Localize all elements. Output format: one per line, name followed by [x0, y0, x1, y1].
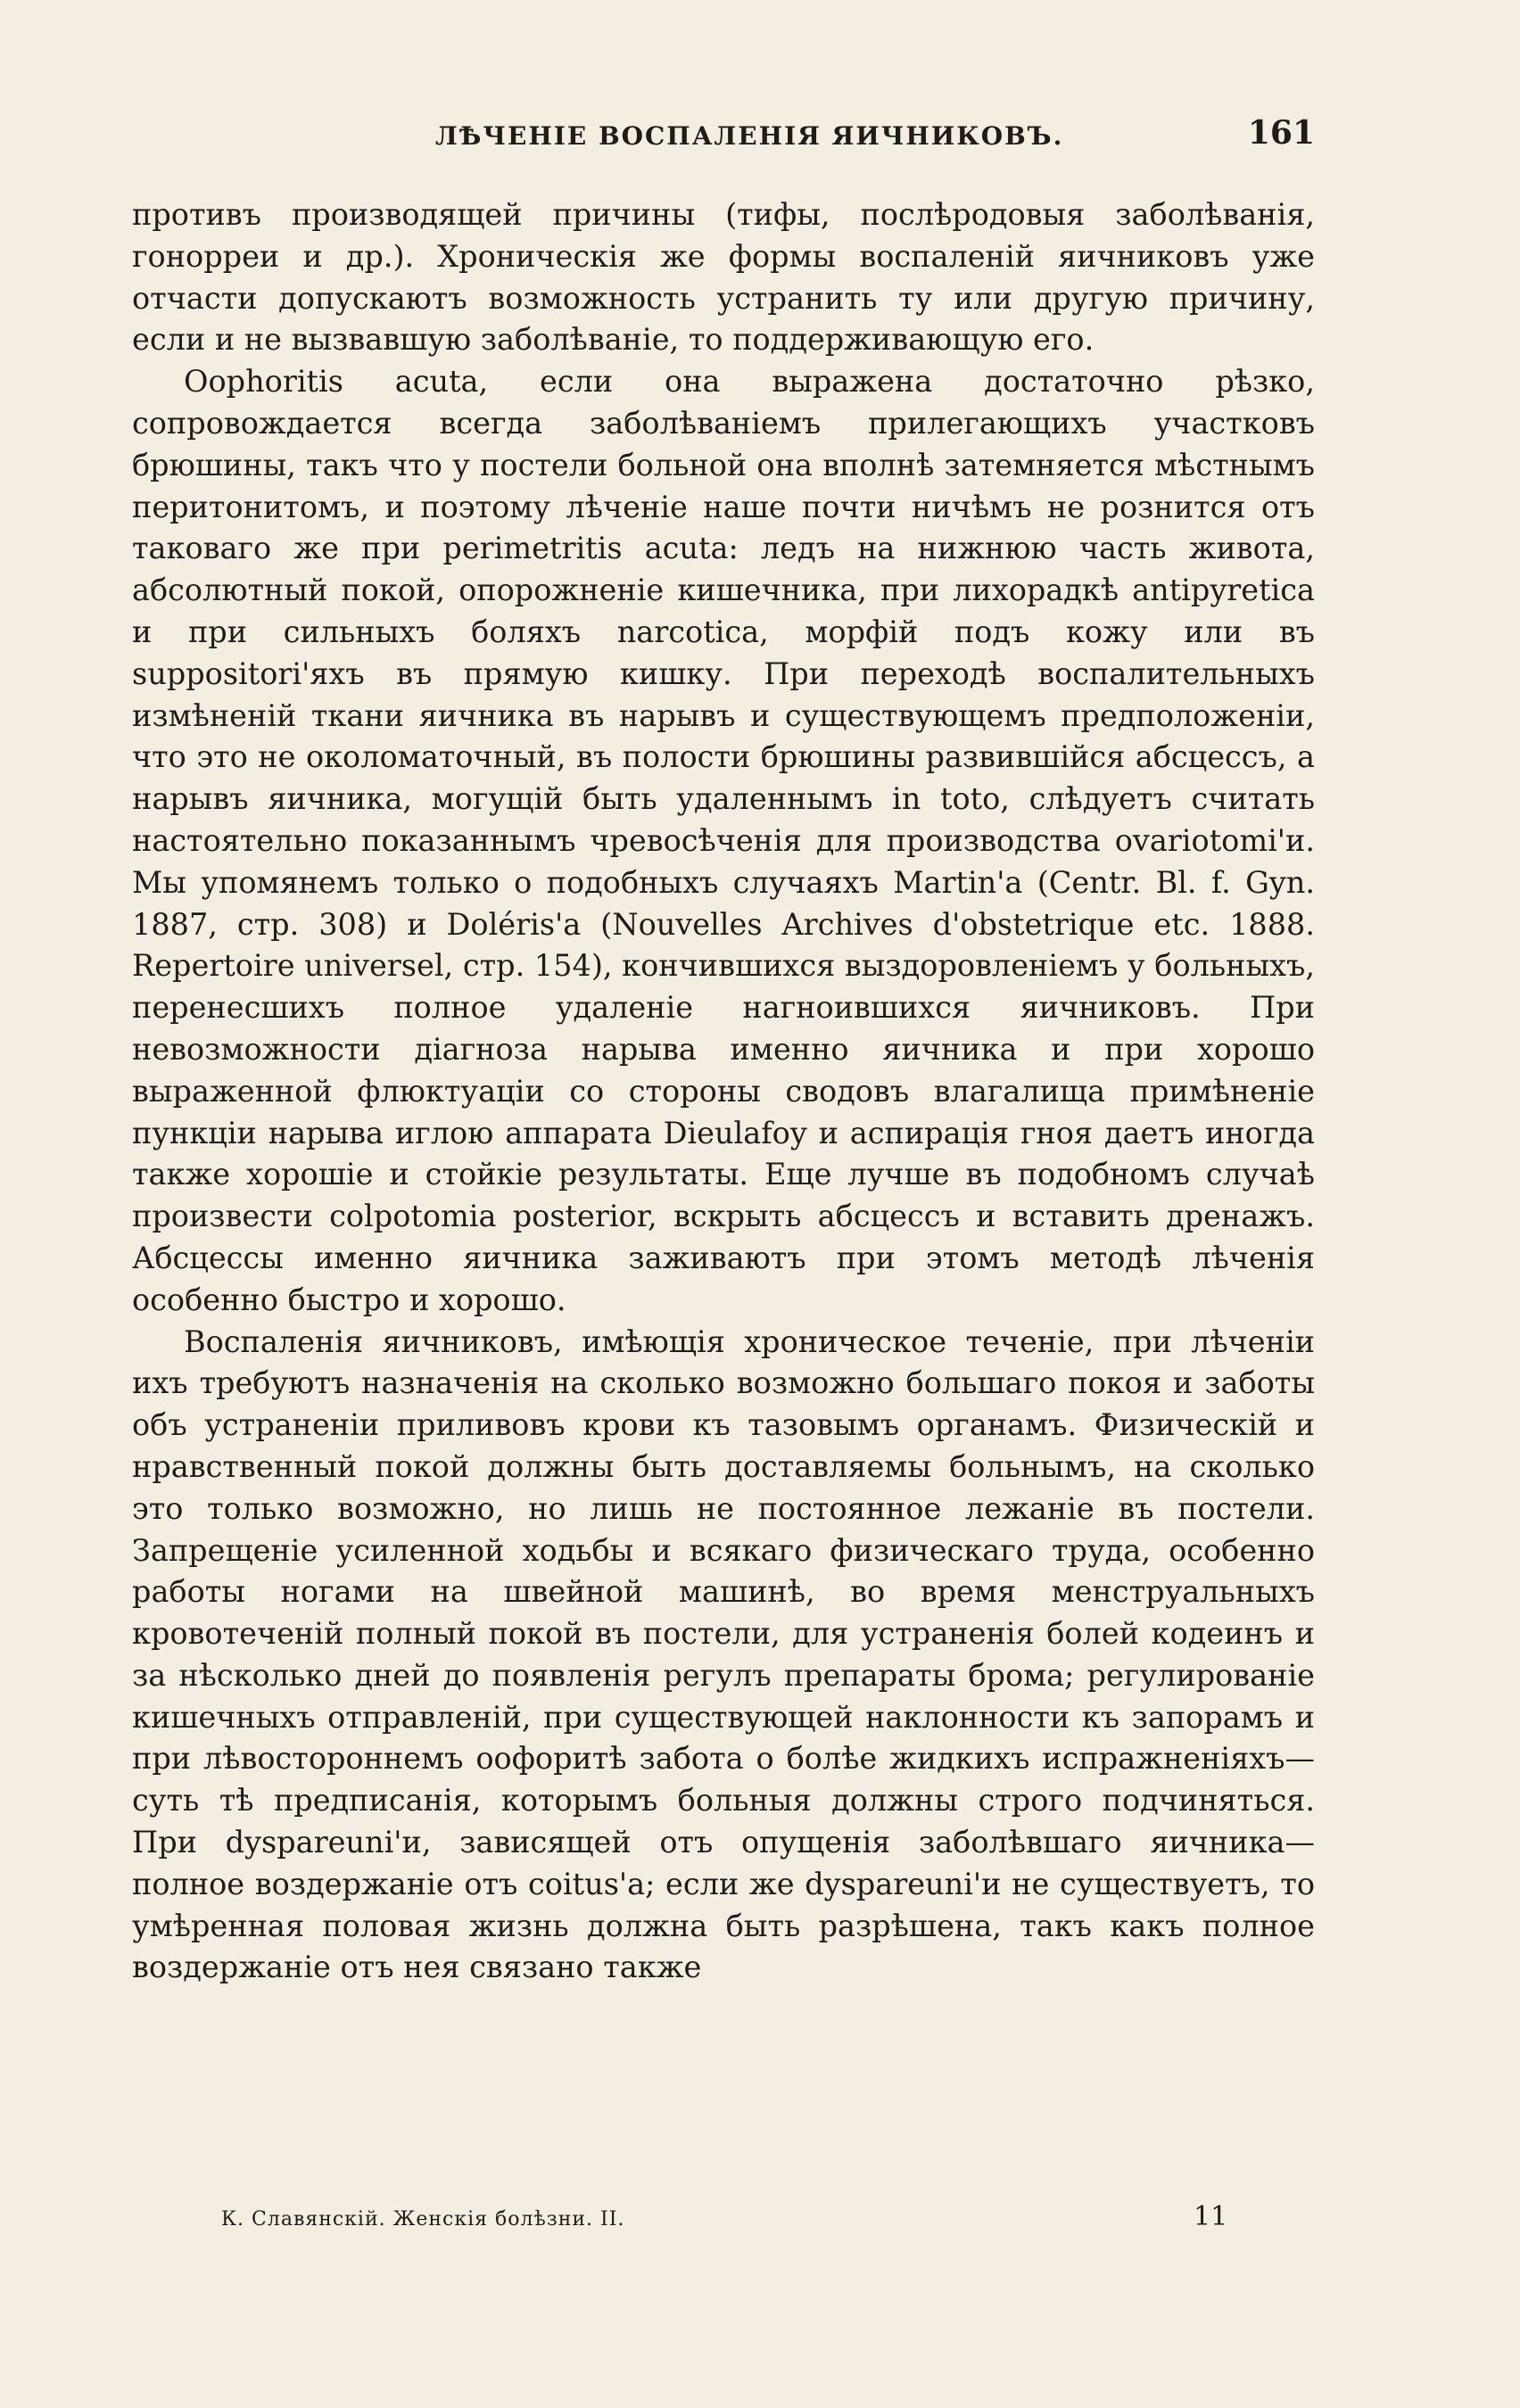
running-title: ЛѢЧЕНІЕ ВОСПАЛЕНІЯ ЯИЧНИКОВЪ.	[435, 121, 1064, 151]
page-number: 161	[1247, 114, 1315, 152]
page-footer	[132, 2201, 1315, 2237]
paragraph-3: Воспаленія яичниковъ, имѣющія хроническое теченіе, при лѣченіи ихъ требуютъ назначенія на сколько возможно большаго покоя и заботы объ устраненіи приливовъ крови къ тазовымъ органамъ. Физическій и нравственный покой должны быть доставляемы больнымъ, на сколько это только возможно, но лишь не постоянное лежаніе въ постели. Запрещеніе усиленной ходьбы и всякаго физическаго труда, особенно работы ногами на швейной машинѣ, во время менструальныхъ кровотеченій полный покой въ постели, для устраненія болей кодеинъ и за нѣсколько дней до появленія регулъ препараты брома; регулированіе кишечныхъ отправленій, при существующей наклонности къ запорамъ и при лѣвостороннемъ оофоритѣ забота о болѣе жидкихъ испражненіяхъ— суть тѣ предписанія, которымъ больныя должны строго подчиняться. При dyspareuni'и, зависящей отъ опущенія заболѣвшаго яичника—полное воздержаніе отъ coitus'a; если же dyspareuni'и не существуетъ, то умѣренная половая жизнь должна быть разрѣшена, такъ какъ полное воздержаніе отъ нея связано также	[132, 1324, 1315, 1985]
paragraph-2: Oophoritis acuta, если она выражена достаточно рѣзко, сопровождается всегда заболѣваніемъ прилегающихъ участковъ брюшины, такъ что у постели больной она вполнѣ затемняется мѣстнымъ перитонитомъ, и поэтому лѣченіе наше почти ничѣмъ не рознится отъ таковаго же при perimetritis acuta: ледъ на нижнюю часть живота, абсолютный покой, опорожненіе кишечника, при лихорадкѣ antipyretica и при сильныхъ боляхъ narcotica, морфій подъ кожу или въ suppositori'яхъ въ прямую кишку. При переходѣ воспалительныхъ измѣненій ткани яичника въ нарывъ и существующемъ предположеніи, что это не околоматочный, въ полости брюшины развившійся абсцессъ, а нарывъ яичника, могущій быть удаленнымъ in toto, слѣдуетъ считать настоятельно показаннымъ чревосѣченія для производства ovariotomi'и. Мы упомянемъ только о подобныхъ случаяхъ Martin'a (Centr. Bl. f. Gyn. 1887, стр. 308) и Doléris'a (Nouvelles Archives d'obstetrique etc. 1888. Repertoire universel, стр. 154), кончившихся выздоровленіемъ у больныхъ, перенесшихъ полное удаленіе нагноившихся яичниковъ. При невозможности діагноза нарыва именно яичника и при хорошо выраженной флюктуаціи со стороны сводовъ влагалища примѣненіе пункціи нарыва иглою аппарата Dieulafoy и аспирація гноя даетъ иногда также хорошіе и стойкіе результаты. Еще лучше въ подобномъ случаѣ произвести colpotomia posterior, вскрыть абсцессъ и вставить дренажъ. Абсцессы именно яичника заживаютъ при этомъ методѣ лѣченія особенно быстро и хорошо.	[132, 364, 1315, 1317]
running-header	[132, 114, 1315, 159]
paragraph-1: противъ производящей причины (тифы, послѣродовыя заболѣванія, гонорреи и др.). Хроническія же формы воспаленій яичниковъ уже отчасти допускаютъ возможность устранить ту или другую причину, если и не вызвавшую заболѣваніе, то поддерживающую его.	[132, 197, 1315, 358]
footer-source: К. Славянскій. Женскія болѣзни. II.	[221, 2208, 625, 2231]
body-text	[132, 194, 1315, 1989]
signature-mark: 11	[1194, 2201, 1228, 2232]
